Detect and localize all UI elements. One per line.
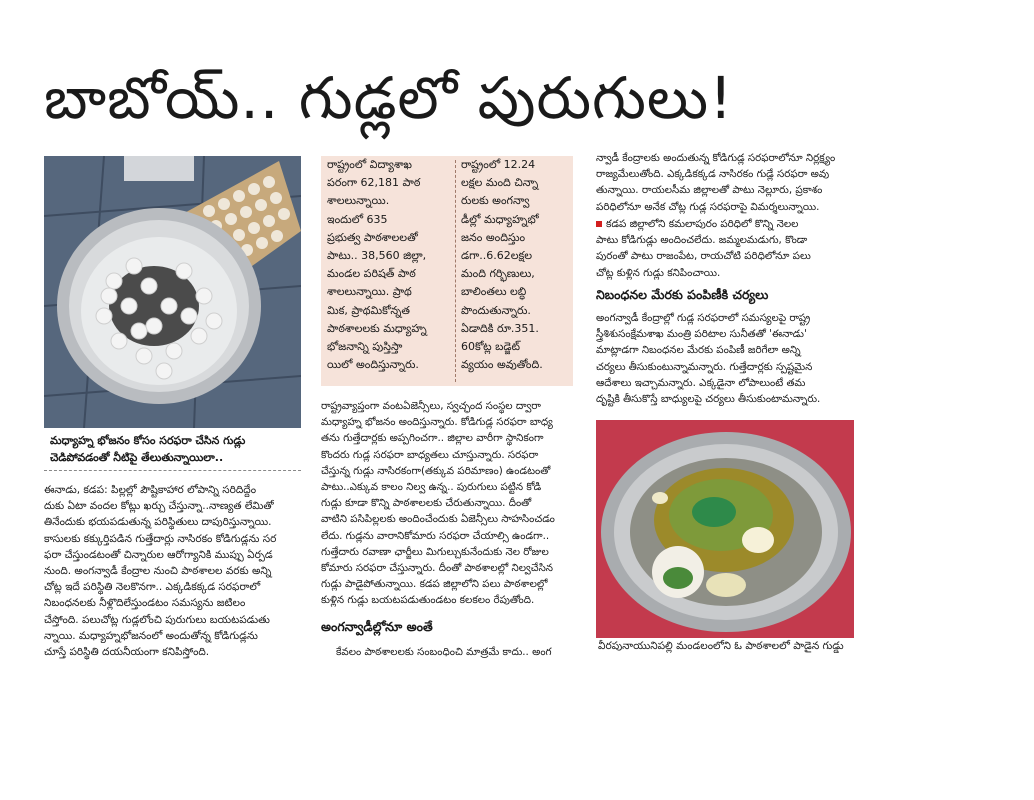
red-bullet-icon — [596, 221, 602, 227]
right-top-article — [596, 150, 854, 215]
middle-article-line: తను గుత్తేదార్లకు అప్పగించగా.. జిల్లాల వారీగా స్థానికంగా — [321, 432, 544, 445]
info-line: ప్రభుత్వ పాఠశాలలతో — [327, 230, 418, 244]
right-subheading: నిబంధనల మేరకు పంపిణీకి చర్యలు — [596, 287, 769, 302]
right-article-line: న్వాడీ కేంద్రాలకు అందుతున్న కోడిగుడ్ల సరఫరాలోనూ నిర్లక్ష్యం — [596, 152, 836, 164]
right-bullet-line: పాటు కోడిగుడ్లు అందించలేదు. జమ్మలమడుగు, కొండా — [596, 234, 808, 247]
right-mid-line: ఆదేశాలు ఇచ్చామన్నారు. ఎక్కడైనా లోపాలుంటే తమ — [596, 376, 806, 389]
info-line: శాలలున్నాయి. — [327, 194, 390, 208]
left-article-line: ఫరా చేస్తుండటంతో చిన్నారుల ఆరోగ్యానికి ముప్పు ఏర్పడ — [44, 548, 273, 561]
right-mid-line: అంగన్వాడీ కేంద్రాల్లో గుడ్ల సరఫరాలో సమస్యలపై రాష్ట్ర — [596, 312, 811, 324]
info-line: లక్షల మంది చిన్నా — [461, 176, 539, 190]
left-article-line: చేస్తోంది. పలుచోట్ల గుడ్లలోంచి పురుగులు బయటపడుతు — [44, 613, 270, 626]
middle-article-line: రాష్ట్రవ్యాప్తంగా వంటఏజెన్సీలు, స్వచ్ఛంద సంస్థల ద్వారా — [321, 400, 541, 412]
info-line: పరంగా 62,181 పాఠ — [327, 176, 421, 190]
right-bullet-line: చోట్ల కుళ్లిన గుడ్లు కనిపించాయి. — [596, 266, 721, 279]
right-mid-article — [596, 310, 854, 407]
middle-article-line: కోమారు సరఫరా చేస్తున్నారు. దీంతో పాఠశాలల్లో నిల్వచేసిన — [321, 562, 554, 575]
middle-article-line: లేదు. గుడ్లను వారానికోమారు సరఫరా చేయాల్సి ఉండగా.. — [321, 529, 550, 542]
info-line: ఏడాదికి రూ.351. — [461, 321, 539, 335]
middle-article-line: కుళ్లిన గుడ్లు బయటపడుతుండటం కలకలం రేపుతోంది. — [321, 594, 535, 607]
info-line: మంది గర్భిణులు, — [461, 267, 535, 281]
left-article-line: నుంది. అంగన్వాడీ కేంద్రాల నుంచి పాఠశాలల వరకు అన్ని — [44, 565, 272, 578]
right-article-line: తున్నాయి. రాయలసీమ జిల్లాలతో పాటు నెల్లూరు, ప్రకాశం — [596, 184, 823, 197]
left-article-line: చోట్ల ఇదే పరిస్థితి నెలకొనగా.. ఎక్కడికక్కడ సరఫరాలో — [44, 581, 261, 594]
middle-article-line: వాటిని పసిపిల్లలకు అందించేందుకు ఏజెన్సీలు సాహసించడం — [321, 513, 555, 526]
info-line: భోజనాన్ని పుస్తిస్తా — [327, 340, 403, 354]
info-line: 60కోట్ల బడ్జెట్ — [461, 340, 521, 354]
middle-article-line: గుడ్లు కూడా కొన్ని పాఠశాలలకు చేరుతున్నాయి. దీంతో — [321, 497, 532, 510]
info-line: రాష్ట్రంలో 12.24 — [461, 158, 536, 171]
left-article-line: దుకు ఏటా వందల కోట్లు ఖర్చు చేస్తున్నా..నాణ్యత లేమితో — [44, 500, 274, 513]
stats-info-box — [321, 156, 573, 386]
left-article-line: నిబంధనలకు నీళ్లొదిలేస్తుండటం సమస్యను జటిలం — [44, 597, 246, 610]
left-article-line: కాసులకు కక్కుర్తిపడిన గుత్తేదార్లు నాసిరకం కోడిగుడ్లను సర — [44, 532, 277, 545]
info-line: మండల పరిషత్ పాఠ — [327, 267, 416, 281]
left-article-line: చూస్తే పరిస్థితి దయనీయంగా కనిపిస్తోంది. — [44, 646, 210, 659]
right-article-line: రాజ్యమేలుతోంది. ఎక్కడికక్కడ నాసిరకం గుడ్లే సరఫరా అవు — [596, 168, 830, 181]
eggs-bowl-illustration — [44, 156, 301, 428]
right-mid-line: మాట్లాడగా నిబంధనల మేరకు పంపిణీ జరిగేలా అన్ని — [596, 344, 801, 357]
rotten-egg-plate-photo — [596, 420, 854, 638]
right-bullet-paragraph — [596, 216, 854, 281]
left-photo-caption — [50, 432, 298, 466]
right-photo-caption: వీరపునాయునిపల్లి మండలంలోని ఓ పాఠశాలలో పాడైన గుడ్డు — [598, 640, 844, 652]
middle-article-line: మధ్యాహ్న భోజనం అందిస్తున్నారు. కోడిగుడ్ల సరఫరా బాధ్య — [321, 416, 553, 429]
middle-article-line: పాటు..ఎక్కువ కాలం నిల్వ ఉన్న.. పురుగులు పట్టిన కోడి — [321, 481, 542, 494]
eggs-bowl-photo — [44, 156, 301, 428]
info-col-left — [327, 156, 451, 374]
right-mid-line: స్త్రీశిశుసంక్షేమశాఖ మంత్రి పరిటాల సునీతతో 'ఈనాడు' — [596, 328, 807, 341]
right-mid-line: దృష్టికి తీసుకొస్తే బాధ్యులపై చర్యలు తీసుకుంటామన్నారు. — [596, 393, 821, 406]
left-article — [44, 482, 301, 660]
left-divider — [44, 470, 301, 471]
middle-article-line: కొందరు గుడ్ల సరఫరా బాధ్యతలు చూస్తున్నారు. సరఫరా — [321, 448, 539, 461]
info-line: పాటు.. 38,560 జిల్లా, — [327, 249, 427, 263]
info-line: జనం అందిస్తుం — [461, 230, 526, 244]
anganwadi-heading: అంగన్వాడీల్లోనూ అంతే — [321, 619, 433, 634]
middle-article-line: గుత్తేదారు రవాణా ఛార్జీలు మిగుల్చుకునేందుకు నెల రోజుల — [321, 545, 549, 558]
right-bullet-text: కడప జిల్లాలోని కమలాపురం పరిధిలో కొన్ని నెలల — [606, 218, 799, 230]
info-line: డీల్లో మధ్యాహ్నభో — [461, 212, 539, 226]
info-line: పొందుతున్నారు. — [461, 303, 531, 317]
middle-article-line: గుడ్లు పాడైపోతున్నాయి. కడప జిల్లాలోని పలు పాఠశాలల్లో — [321, 578, 548, 591]
left-article-line: న్నాయి. మధ్యాహ్నభోజనంలో అందుతోన్న కోడిగుడ్లను — [44, 629, 258, 642]
info-line: బాలింతలు లబ్ధి — [461, 285, 527, 299]
anganwadi-line: కేవలం పాఠశాలలకు సంబంధించి మాత్రమే కాదు.. అంగ — [336, 646, 552, 658]
left-photo-caption-line1: మధ్యాహ్న భోజనం కోసం సరఫరా చేసిన గుడ్లు — [50, 434, 246, 447]
middle-article-line: చేస్తున్న గుడ్లు నాసిరకంగా(తక్కువ పరిమాణం) ఉండటంతో — [321, 464, 551, 477]
info-box-divider — [455, 160, 456, 382]
right-article-line: పరిధిలోనూ అనేక చోట్ల గుడ్ల సరఫరాపై విమర్శలున్నాయి. — [596, 200, 820, 213]
headline: బాబోయ్.. గుడ్లలో పురుగులు! — [44, 64, 734, 132]
left-photo-caption-line2: చెడిపోవడంతో నీటిపై తేలుతున్నాయిలా.. — [50, 451, 224, 464]
middle-article — [321, 398, 575, 609]
info-line: శాలలున్నాయి. ప్రాథ — [327, 285, 412, 299]
info-col-right — [461, 156, 569, 374]
info-line: వ్యయం అవుతోంది. — [461, 358, 543, 372]
left-article-line: ఈనాడు, కడప: పిల్లల్లో పౌష్టికాహార లోపాన్ని సరిదిద్దేం — [44, 484, 257, 496]
info-line: మిక, ప్రాథమికోన్నత — [327, 303, 410, 317]
info-line: ఇందులో 635 — [327, 212, 388, 226]
info-line: రాష్ట్రంలో విద్యాశాఖ — [327, 158, 412, 171]
info-line: రులకు అంగన్వా — [461, 194, 530, 208]
rotten-egg-illustration — [596, 420, 854, 638]
right-bullet-line — [596, 216, 854, 232]
right-bullet-line: పురంతో పాటు రాజంపేట, రాయచోటి పరిధిలోనూ పలు — [596, 250, 811, 263]
left-article-line: తినేందుకు భయపడుతున్న పరిస్థితులు దాపురిస్తున్నాయి. — [44, 516, 272, 529]
info-line: పాఠశాలలకు మధ్యాహ్న — [327, 321, 427, 335]
right-mid-line: చర్యలు తీసుకుంటున్నామన్నారు. గుత్తేదార్లకు స్పష్టమైన — [596, 360, 813, 373]
info-line: యిలో అందిస్తున్నారు. — [327, 358, 419, 372]
info-line: డగా..6.62లక్షల — [461, 249, 533, 263]
